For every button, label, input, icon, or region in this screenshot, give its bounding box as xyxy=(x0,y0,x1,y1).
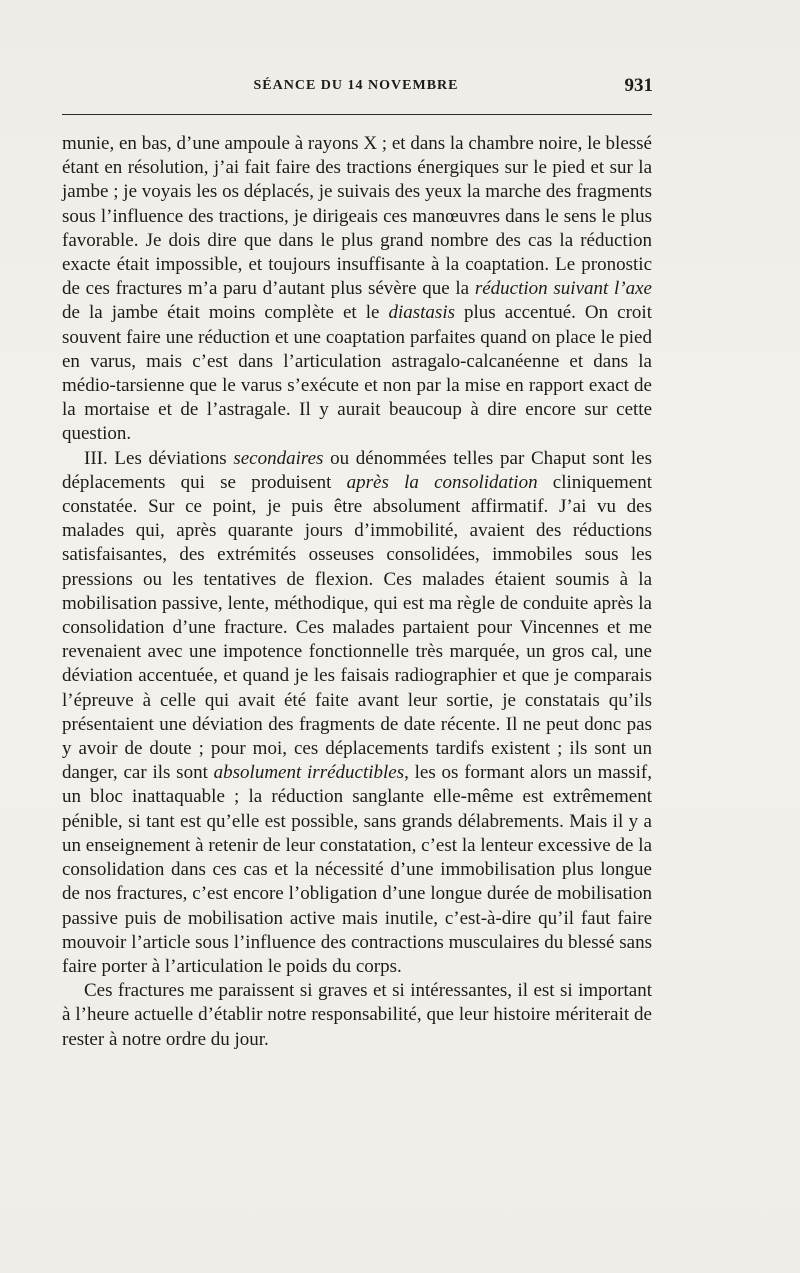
header-rule xyxy=(62,114,652,115)
text-segment: cliniquement constatée. Sur ce point, je puis être absolument affirmatif. J’ai vu des malades qui, après quarante jours d’immobilité, avaient des réductions satisfaisantes, des extrémités osseuses consolidées, immobiles sous les pressions ou les tentatives de flexion. Ces malades étaient soumis à la mobilisation passive, lente, méthodique, qui est ma règle de conduite après la consolidation d’une fracture. Ces malades partaient pour Vincennes et me revenaient avec une impotence fonctionnelle très marquée, un gros cal, une déviation accentuée, et quand je les faisais radiographier et que je comparais l’épreuve à celle qui avait été faite avant leur sortie, je constatais qu’ils présentaient une déviation des fragments de date récente. Il ne peut donc pas y avoir de doute ; pour moi, ces déplacements tardifs existent ; ils sont un danger, car ils sont xyxy=(62,471,653,784)
text-segment: Ces fractures me paraissent si graves et si intéressantes, il est si important à l’heure actuelle d’établir notre responsabilité, que leur histoire mériterait de rester à notre ordre du jour. xyxy=(62,980,652,1050)
text-segment: ou dénommées telles par Chaput sont les déplacements qui se produisent xyxy=(62,447,653,493)
text-segment: III. Les déviations xyxy=(84,447,234,469)
paragraph-section-iii xyxy=(62,447,652,979)
running-title: SÉANCE DU 14 NOVEMBRE xyxy=(253,78,459,93)
italic-segment: après la consolidation xyxy=(346,471,538,493)
text-segment: plus accentué. On croit souvent faire une réduction et une coaptation parfaites quand on place le pied en varus, mais c’est dans l’articulation astragalo-calcanéenne et dans la médio-tarsienne que le varus s’exécute et non par la mise en rapport exact de la mortaise et de l’astragale. Il y aurait beaucoup à dire encore sur cette question. xyxy=(62,302,652,445)
paragraph-continuation xyxy=(62,132,652,447)
text-segment: , les os formant alors un massif, un bloc inattaquable ; la réduction sanglante elle-même est extrêmement pénible, si tant est qu’elle est possible, sans grands délabrements. Mais il y a un enseignement à retenir de leur constatation, c’est la lenteur excessive de la consolidation dans ces cas et la nécessité d’une immobilisation plus longue de nos fractures, c’est encore l’obligation d’une longue durée de mobilisation passive puis de mobilisation active mais inutile, c’est-à-dire qu’il faut faire mouvoir l’article sous l’influence des contractions musculaires du blessé sans faire porter à l’articulation le poids du corps. xyxy=(62,762,652,977)
paragraph-conclusion xyxy=(62,979,652,1052)
italic-segment: secondaires xyxy=(233,447,324,469)
page-header xyxy=(62,75,653,102)
text-segment: de la jambe était moins complète et le xyxy=(62,302,389,324)
body-text xyxy=(62,132,652,1052)
italic-segment: absolument irréductibles xyxy=(213,762,405,784)
italic-segment: réduction suivant l’axe xyxy=(474,278,652,300)
text-segment: munie, en bas, d’une ampoule à rayons X ; et dans la chambre noire, le blessé étant en résolution, j’ai fait faire des tractions énergiques sur le pied et sur la jambe ; je voyais les os déplacés, je suivais des yeux la marche des fragments sous l’influence des tractions, je dirigeais ces manœuvres dans le sens le plus favorable. Je dois dire que dans le plus grand nombre des cas la réduction exacte était impossible, et toujours insuffisante à la coaptation. Le pronostic de ces fractures m’a paru d’autant plus sévère que la xyxy=(62,133,652,300)
italic-segment: diastasis xyxy=(388,302,455,324)
page-number: 931 xyxy=(624,75,653,96)
